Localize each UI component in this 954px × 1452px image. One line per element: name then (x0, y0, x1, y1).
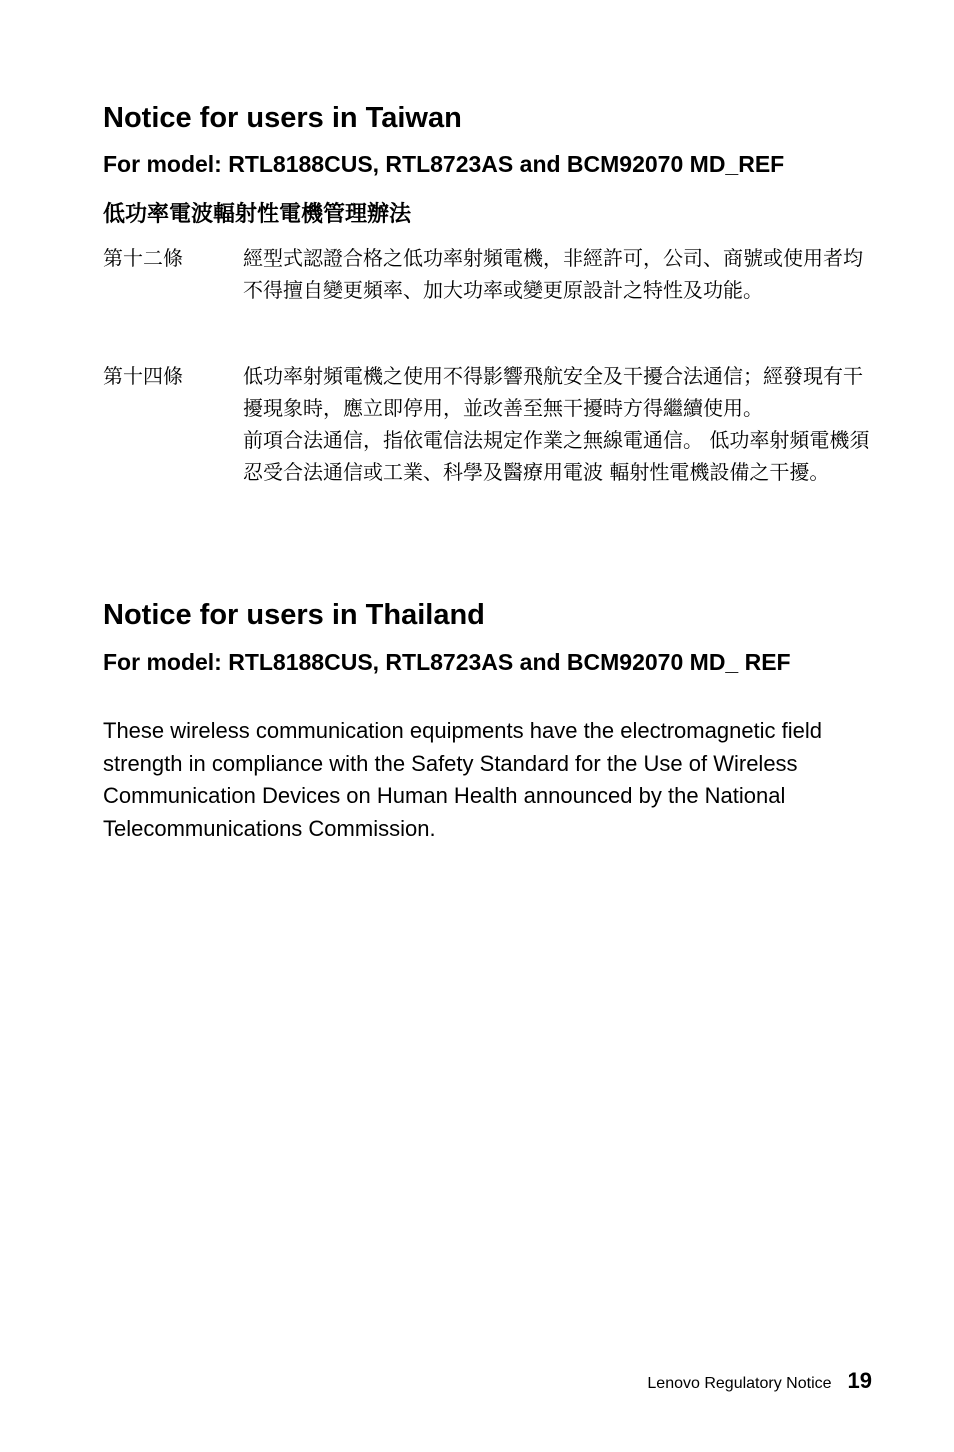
page-footer (647, 1368, 872, 1394)
article-12-number: 第十二條 (103, 246, 183, 270)
taiwan-model-heading: For model: RTL8188CUS, RTL8723AS and BCM92070 MD_REF (103, 151, 785, 177)
article-14-text (243, 360, 873, 488)
thailand-body-text: These wireless communication equipments have the electromagnetic field strength in compliance with the Safety Standard for the Use of Wireless Communication Devices on Human Health announced by the National Telecommunications Commission. (103, 718, 823, 841)
taiwan-section-title: Notice for users in Taiwan (103, 102, 462, 134)
article-14-paragraph-1: 低功率射頻電機之使用不得影響飛航安全及干擾合法通信；經發現有干擾現象時，應立即停用，並改善至無干擾時方得繼續使用。 (243, 364, 863, 420)
article-12-text (243, 242, 873, 306)
article-14-number: 第十四條 (103, 364, 183, 388)
thailand-section-title: Notice for users in Thailand (103, 599, 485, 631)
taiwan-regulation-title: 低功率電波輻射性電機管理辦法 (103, 202, 412, 227)
footer-label: Lenovo Regulatory Notice (647, 1375, 832, 1392)
article-14-paragraph-2: 前項合法通信，指依電信法規定作業之無線電通信。 低功率射頻電機須忍受合法通信或工業、科學及醫療用電波 輻射性電機設備之干擾。 (243, 428, 870, 484)
thailand-model-heading: For model: RTL8188CUS, RTL8723AS and BCM92070 MD_ REF (103, 649, 791, 675)
article-12-paragraph: 經型式認證合格之低功率射頻電機，非經許可，公司、商號或使用者均不得擅自變更頻率、加大功率或變更原設計之特性及功能。 (243, 246, 863, 302)
page-number: 19 (847, 1368, 872, 1393)
